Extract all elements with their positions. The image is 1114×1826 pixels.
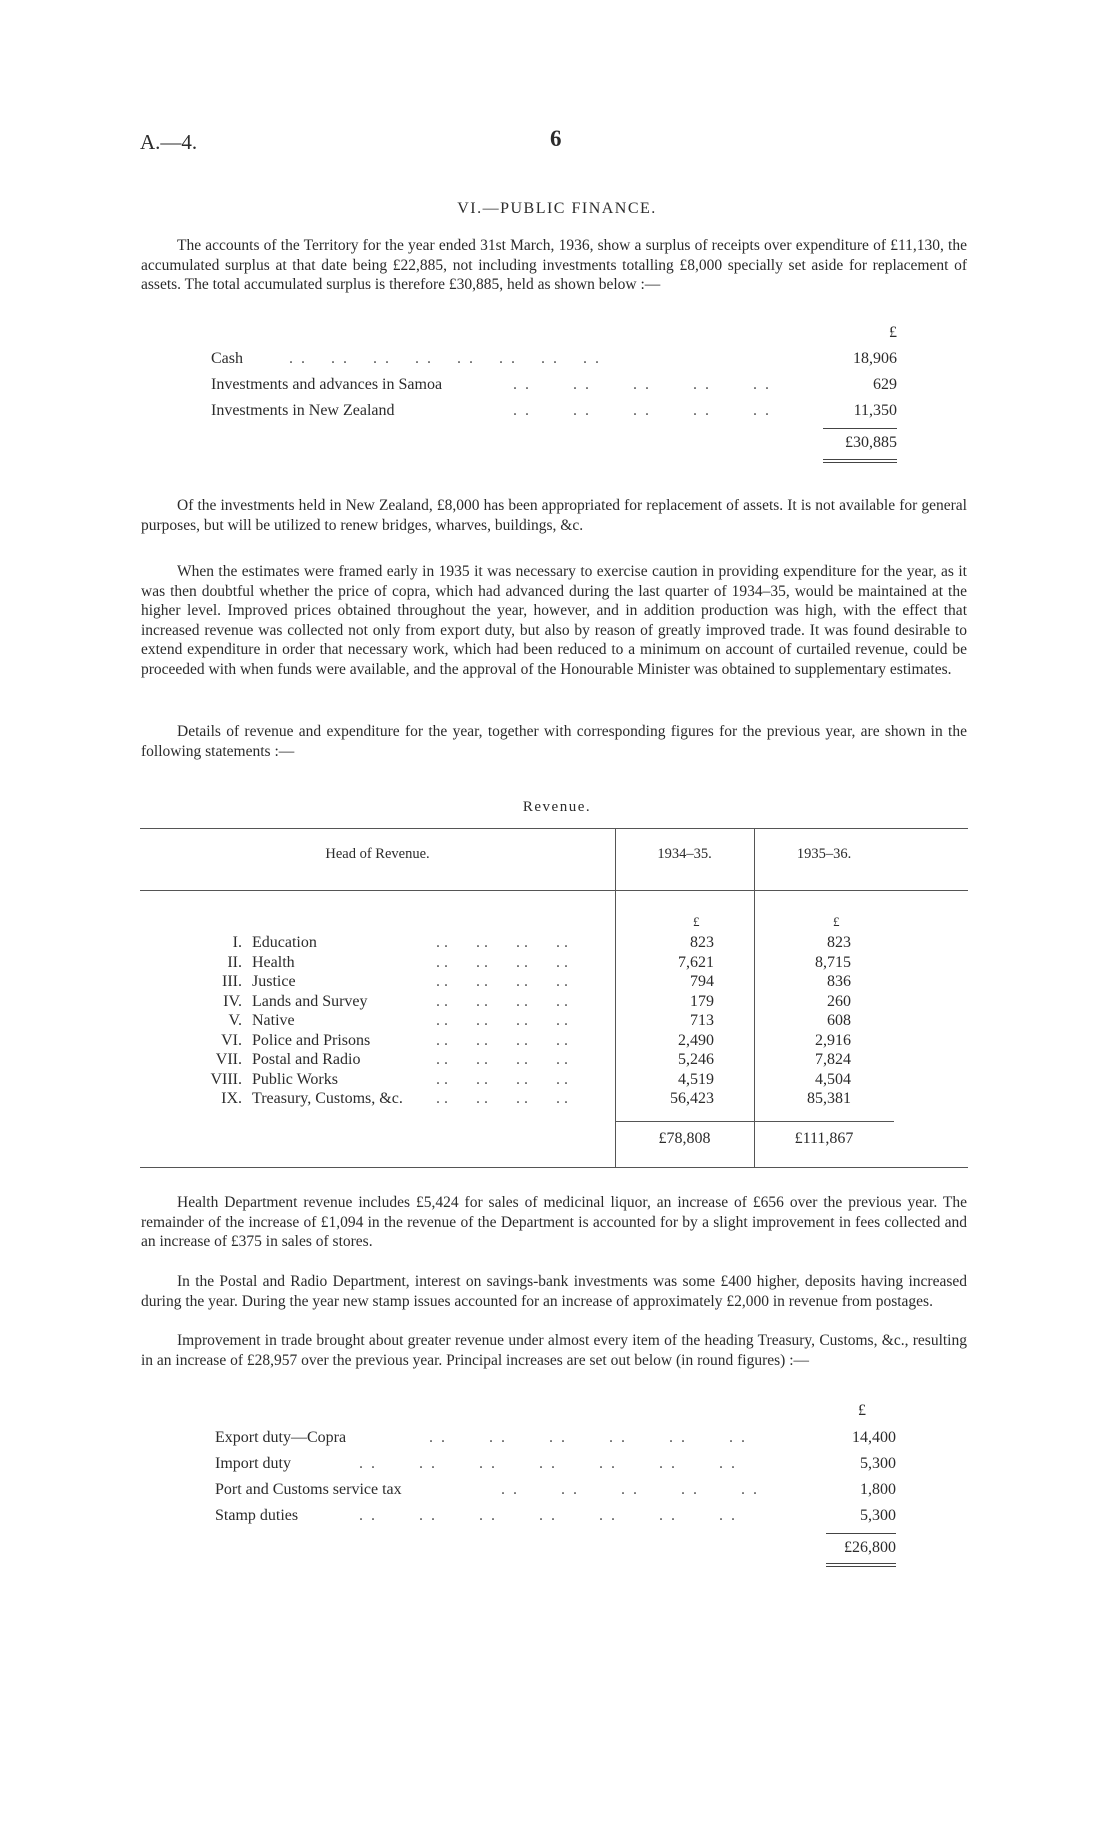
ledger-total-row: [211, 432, 897, 454]
total-rule: [826, 1563, 896, 1564]
table-row: V. Native . . . . . . . . 713 608: [228, 1012, 851, 1029]
revenue-1935-value: 608: [827, 1012, 851, 1029]
table-row: IV. Lands and Survey . . . . . . . . 179 260: [223, 992, 851, 1010]
ledger-total-row: [215, 1537, 896, 1559]
page-number: 6: [550, 126, 562, 151]
table-row: II. Health . . . . . . . . 7,621 8,715: [227, 953, 851, 971]
revenue-head-number: II.: [227, 953, 242, 971]
ledger-total: £30,885: [845, 434, 897, 451]
paragraph-details: Details of revenue and expenditure for the year, together with corresponding figures for the previous year, are shown in the following statements :—: [141, 723, 967, 760]
table-row: III. Justice . . . . . . . . 794 836: [222, 973, 851, 990]
increases-ledger: [215, 1400, 896, 1570]
document-reference: A.—4.: [140, 130, 198, 154]
revenue-head-number: IV.: [223, 992, 242, 1010]
revenue-1934-value: 5,246: [678, 1051, 714, 1068]
table-row: VIII. Public Works . . . . . . . . 4,519 4,504: [210, 1070, 851, 1088]
total-rule-double: [823, 462, 897, 463]
ledger-amount: 629: [873, 376, 897, 393]
table-row: I. Education . . . . . . . . 823 823: [232, 934, 851, 951]
revenue-1934-value: 4,519: [678, 1070, 714, 1088]
ledger-label: Investments and advances in Samoa: [211, 376, 443, 393]
subtotal-rule: [823, 428, 897, 429]
total-1935: £111,867: [794, 1130, 854, 1147]
table-row: IX. Treasury, Customs, &c. . . . . . . . . 56,423 85,381: [221, 1090, 851, 1107]
revenue-head-name: Education: [252, 934, 317, 951]
revenue-1935-value: 85,381: [807, 1090, 851, 1107]
revenue-head-name: Police and Prisons: [252, 1031, 371, 1049]
revenue-head-name: Health: [252, 953, 295, 971]
revenue-1935-value: 4,504: [815, 1070, 851, 1088]
surplus-ledger: [211, 322, 897, 472]
surplus-currency: £: [889, 324, 897, 341]
revenue-1934-value: 713: [690, 1012, 714, 1029]
ledger-label: Cash: [211, 350, 243, 367]
ledger-amount: 5,300: [860, 1507, 896, 1524]
revenue-1935-value: 2,916: [815, 1031, 851, 1049]
ledger-row: Cash . . . . . . . . . . . . . . . . 18,906: [211, 348, 897, 370]
table-bottom-rule: [140, 1167, 968, 1168]
ledger-label: Investments in New Zealand: [211, 402, 395, 419]
increases-currency: £: [858, 1402, 866, 1419]
revenue-head-name: Justice: [252, 973, 296, 990]
header-rule: [140, 890, 968, 891]
ledger-row: Investments in New Zealand . . . . . . . . . . 11,350: [211, 400, 897, 422]
revenue-head-name: Postal and Radio: [252, 1051, 361, 1068]
ledger-row: Export duty—Copra . . . . . . . . . . . . 14,400: [215, 1427, 896, 1449]
subtotal-rule: [826, 1533, 896, 1534]
ledger-row: Port and Customs service tax . . . . . . . . . . 1,800: [215, 1479, 896, 1501]
table-top-rule: [140, 828, 968, 829]
total-1934: £78,808: [658, 1130, 711, 1147]
section-title: VI.—PUBLIC FINANCE.: [457, 200, 657, 217]
column-header-head: Head of Revenue.: [325, 846, 430, 862]
ledger-amount: 1,800: [860, 1481, 896, 1498]
revenue-1934-value: 7,621: [678, 953, 714, 971]
total-rule: [823, 459, 897, 460]
ledger-label: Port and Customs service tax: [215, 1481, 402, 1498]
ledger-amount: 11,350: [853, 402, 897, 419]
paragraph-surplus: The accounts of the Territory for the year ended 31st March, 1936, show a surplus of receipts over expenditure of £11,130, the accumulated surplus at that date being £22,885, not including investments totalling £8,000 specially set aside for replacement of assets. The total accumulated surplus is therefore £30,885, held as shown below :—: [141, 237, 967, 294]
ledger-label: Stamp duties: [215, 1507, 299, 1524]
paragraph-postal: In the Postal and Radio Department, interest on savings-bank investments was some £400 higher, deposits having increased during the year. During the year new stamp issues accounted for an increase of approximately £2,000 in revenue from postages.: [141, 1273, 967, 1310]
ledger-row: Investments and advances in Samoa . . . . . . . . . . 629: [211, 374, 897, 396]
ledger-amount: 5,300: [860, 1455, 896, 1472]
revenue-head-name: Public Works: [252, 1070, 338, 1088]
paragraph-trade: Improvement in trade brought about greater revenue under almost every item of the heading Treasury, Customs, &c., resulting in an increase of £28,957 over the previous year. Principal increases are set out below (in round figures) :—: [141, 1332, 967, 1369]
revenue-head-number: VII.: [215, 1051, 242, 1068]
ledger-row: Import duty . . . . . . . . . . . . . . 5,300: [215, 1453, 896, 1475]
revenue-table: [140, 828, 968, 1168]
ledger-label: Import duty: [215, 1455, 291, 1472]
table-row: VII. Postal and Radio . . . . . . . . 5,246 7,824: [215, 1051, 851, 1068]
currency-1934: £: [693, 914, 700, 929]
revenue-head-number: VI.: [221, 1031, 242, 1049]
paragraph-investments: Of the investments held in New Zealand, £8,000 has been appropriated for replacement of assets. It is not available for general purposes, but will be utilized to renew bridges, wharves, buildings, &c.: [141, 497, 967, 534]
column-header-1934: 1934–35.: [657, 846, 712, 862]
subtotal-rule: [615, 1121, 894, 1122]
revenue-head-name: Lands and Survey: [252, 992, 368, 1010]
column-header-1935: 1935–36.: [796, 846, 852, 862]
revenue-1934-value: 2,490: [678, 1031, 714, 1049]
currency-1935: £: [833, 914, 840, 929]
revenue-head-number: IX.: [221, 1090, 242, 1107]
ledger-label: Export duty—Copra: [215, 1429, 347, 1446]
revenue-1934-value: 179: [690, 992, 714, 1010]
paragraph-estimates: When the estimates were framed early in 1935 it was necessary to exercise caution in providing expenditure for the year, as it was then doubtful whether the price of copra, which had advanced during the last quarter of 1934–35, would be maintained at the higher level. Improved prices obtained throughout the year, however, and in addition production was high, with the effect that increased revenue was collected not only from export duty, but also by reason of greatly improved trade. It was found desirable to extend expenditure in order that necessary work, which had been reduced to a minimum on account of curtailed revenue, could be proceeded with when funds were available, and the approval of the Honourable Minister was obtained to supplementary estimates.: [141, 563, 967, 678]
revenue-head-number: V.: [228, 1012, 242, 1029]
ledger-total: £26,800: [844, 1539, 896, 1556]
revenue-head-name: Treasury, Customs, &c.: [252, 1090, 403, 1107]
revenue-1934-value: 56,423: [670, 1090, 714, 1107]
ledger-amount: 14,400: [852, 1429, 896, 1446]
revenue-1935-value: 8,715: [815, 953, 851, 971]
revenue-1935-value: 7,824: [815, 1051, 851, 1068]
revenue-1935-value: 836: [827, 973, 851, 990]
paragraph-health: Health Department revenue includes £5,424 for sales of medicinal liquor, an increase of £656 over the previous year. The remainder of the increase of £1,094 in the revenue of the Department is accounted for by a slight improvement in fees collected and an increase of £375 in sales of stores.: [141, 1194, 967, 1251]
table-row: VI. Police and Prisons . . . . . . . . 2,490 2,916: [221, 1031, 851, 1049]
revenue-head-number: I.: [232, 934, 242, 951]
revenue-1935-value: 823: [827, 934, 851, 951]
revenue-1934-value: 823: [690, 934, 714, 951]
revenue-head-number: III.: [222, 973, 242, 990]
revenue-1935-value: 260: [827, 992, 851, 1010]
revenue-title: Revenue.: [522, 799, 592, 815]
revenue-head-name: Native: [252, 1012, 295, 1029]
revenue-1934-value: 794: [690, 973, 714, 990]
revenue-head-number: VIII.: [210, 1070, 242, 1088]
ledger-amount: 18,906: [853, 350, 897, 367]
ledger-row: Stamp duties . . . . . . . . . . . . . . 5,300: [215, 1505, 896, 1527]
total-rule-double: [826, 1566, 896, 1567]
